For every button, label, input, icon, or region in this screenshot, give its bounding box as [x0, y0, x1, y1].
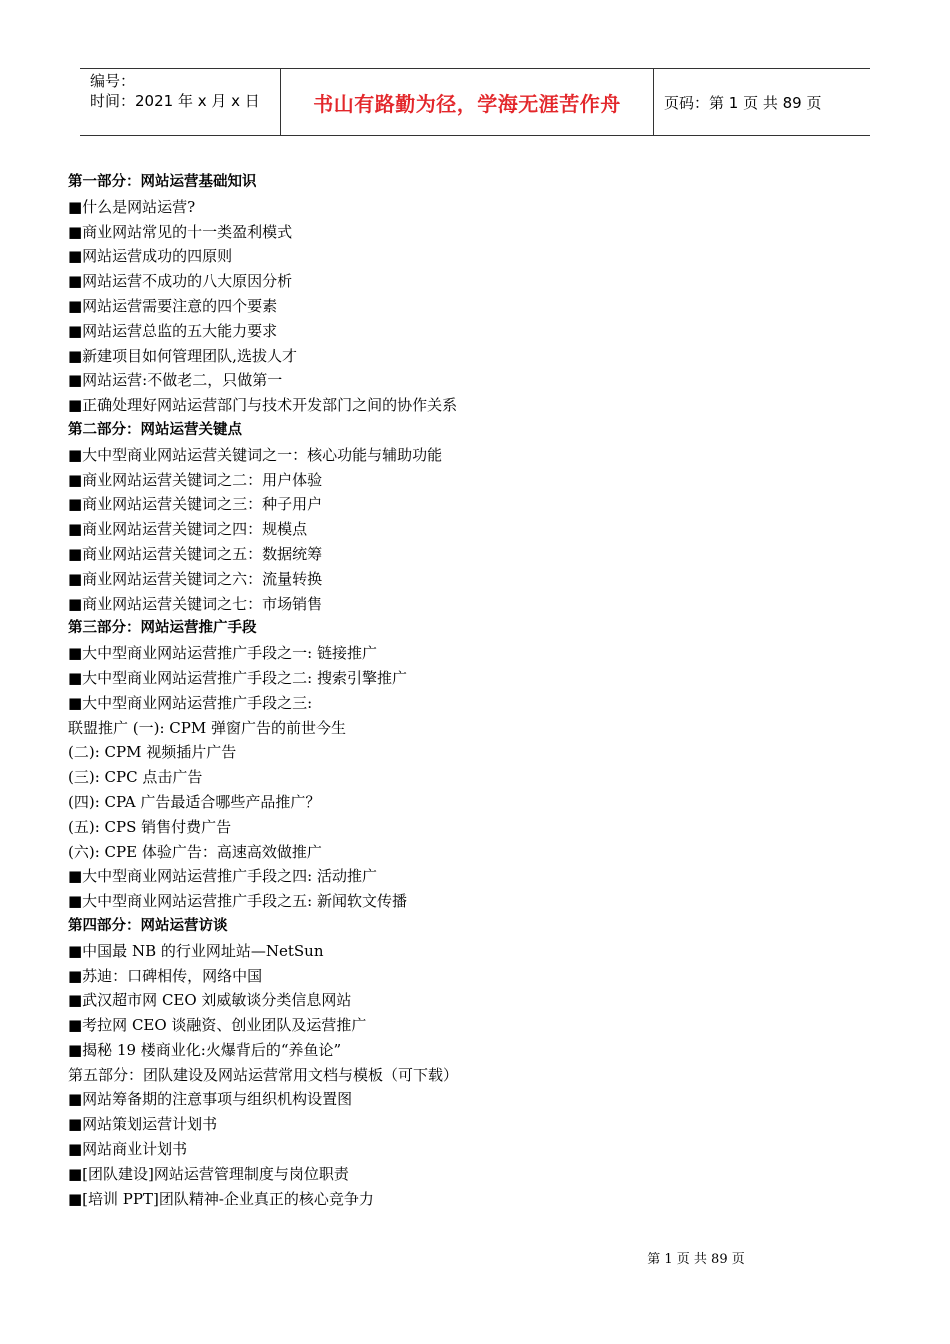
- footer-page-number: 第 1 页 共 89 页: [647, 1252, 745, 1267]
- list-item: 联盟推广 (一): CPM 弹窗广告的前世今生: [68, 718, 346, 737]
- list-item: ■网站商业计划书: [68, 1140, 188, 1159]
- list-item: (三): CPC 点击广告: [68, 768, 203, 787]
- list-item: ■什么是网站运营?: [68, 197, 196, 216]
- list-item: ■网站策划运营计划书: [68, 1115, 218, 1134]
- list-item: ■网站运营:不做老二，只做第一: [68, 371, 283, 390]
- page-footer: [0, 1248, 950, 1267]
- list-item: ■商业网站运营关键词之五：数据统筹: [68, 544, 323, 563]
- list-item: ■商业网站运营关键词之七：市场销售: [68, 594, 323, 613]
- list-item: ■中国最 NB 的行业网址站—NetSun: [68, 941, 324, 960]
- list-item: ■[培训 PPT]团队精神-企业真正的核心竞争力: [68, 1189, 374, 1208]
- header-table: [80, 68, 870, 136]
- section-heading: 第三部分：网站运营推广手段: [68, 620, 257, 637]
- time-label: 时间：2021 年 x 月 x 日: [90, 92, 260, 110]
- header-page-cell: [654, 69, 870, 135]
- list-item: ■大中型商业网站运营推广手段之一: 链接推广: [68, 644, 377, 663]
- list-item: ■正确处理好网站运营部门与技术开发部门之间的协作关系: [68, 396, 458, 415]
- list-item: ■考拉网 CEO 谈融资、创业团队及运营推广: [68, 1016, 367, 1035]
- header-motto-cell: [281, 69, 654, 135]
- header-info-cell: [80, 69, 281, 135]
- list-item: ■网站筹备期的注意事项与组织机构设置图: [68, 1090, 353, 1109]
- list-item: ■商业网站运营关键词之四：规模点: [68, 520, 308, 539]
- section-heading: 第二部分：网站运营关键点: [68, 421, 242, 438]
- list-item: ■[团队建设]网站运营管理制度与岗位职责: [68, 1164, 349, 1183]
- list-item: ■大中型商业网站运营推广手段之三:: [68, 693, 313, 712]
- list-item: ■揭秘 19 楼商业化:火爆背后的“养鱼论”: [68, 1040, 342, 1059]
- list-item: (五): CPS 销售付费广告: [68, 817, 232, 836]
- number-label: 编号：: [90, 72, 136, 90]
- list-item: ■大中型商业网站运营推广手段之二: 搜索引擎推广: [68, 668, 407, 687]
- list-item: ■网站运营不成功的八大原因分析: [68, 272, 293, 291]
- document-body: [68, 170, 868, 1211]
- list-item: ■大中型商业网站运营关键词之一：核心功能与辅助功能: [68, 445, 443, 464]
- motto-text: 书山有路勤为径，学海无涯苦作舟: [313, 91, 621, 116]
- section-heading: 第一部分：网站运营基础知识: [68, 174, 257, 190]
- page-label: 页码：第 1 页 共 89 页: [664, 93, 822, 112]
- list-item: ■商业网站常见的十一类盈利模式: [68, 222, 293, 241]
- list-item: ■苏迪：口碑相传，网络中国: [68, 966, 263, 985]
- list-item: ■武汉超市网 CEO 刘威敏谈分类信息网站: [68, 991, 352, 1010]
- section-heading: 第四部分：网站运营访谈: [68, 917, 228, 934]
- list-item: ■大中型商业网站运营推广手段之四: 活动推广: [68, 867, 377, 886]
- list-item: ■商业网站运营关键词之二：用户体验: [68, 470, 323, 489]
- list-item: ■网站运营总监的五大能力要求: [68, 321, 278, 340]
- list-item: ■网站运营成功的四原则: [68, 247, 233, 266]
- list-item: (四): CPA 广告最适合哪些产品推广？: [68, 792, 321, 811]
- list-item: ■大中型商业网站运营推广手段之五: 新闻软文传播: [68, 892, 407, 911]
- section-heading: 第五部分：团队建设及网站运营常用文档与模板（可下载）: [68, 1065, 459, 1084]
- list-item: ■商业网站运营关键词之三：种子用户: [68, 495, 323, 514]
- list-item: (二): CPM 视频插片广告: [68, 743, 237, 762]
- list-item: ■商业网站运营关键词之六：流量转换: [68, 569, 323, 588]
- list-item: ■网站运营需要注意的四个要素: [68, 296, 278, 315]
- list-item: ■新建项目如何管理团队,选拔人才: [68, 346, 297, 365]
- list-item: (六): CPE 体验广告：高速高效做推广: [68, 842, 322, 861]
